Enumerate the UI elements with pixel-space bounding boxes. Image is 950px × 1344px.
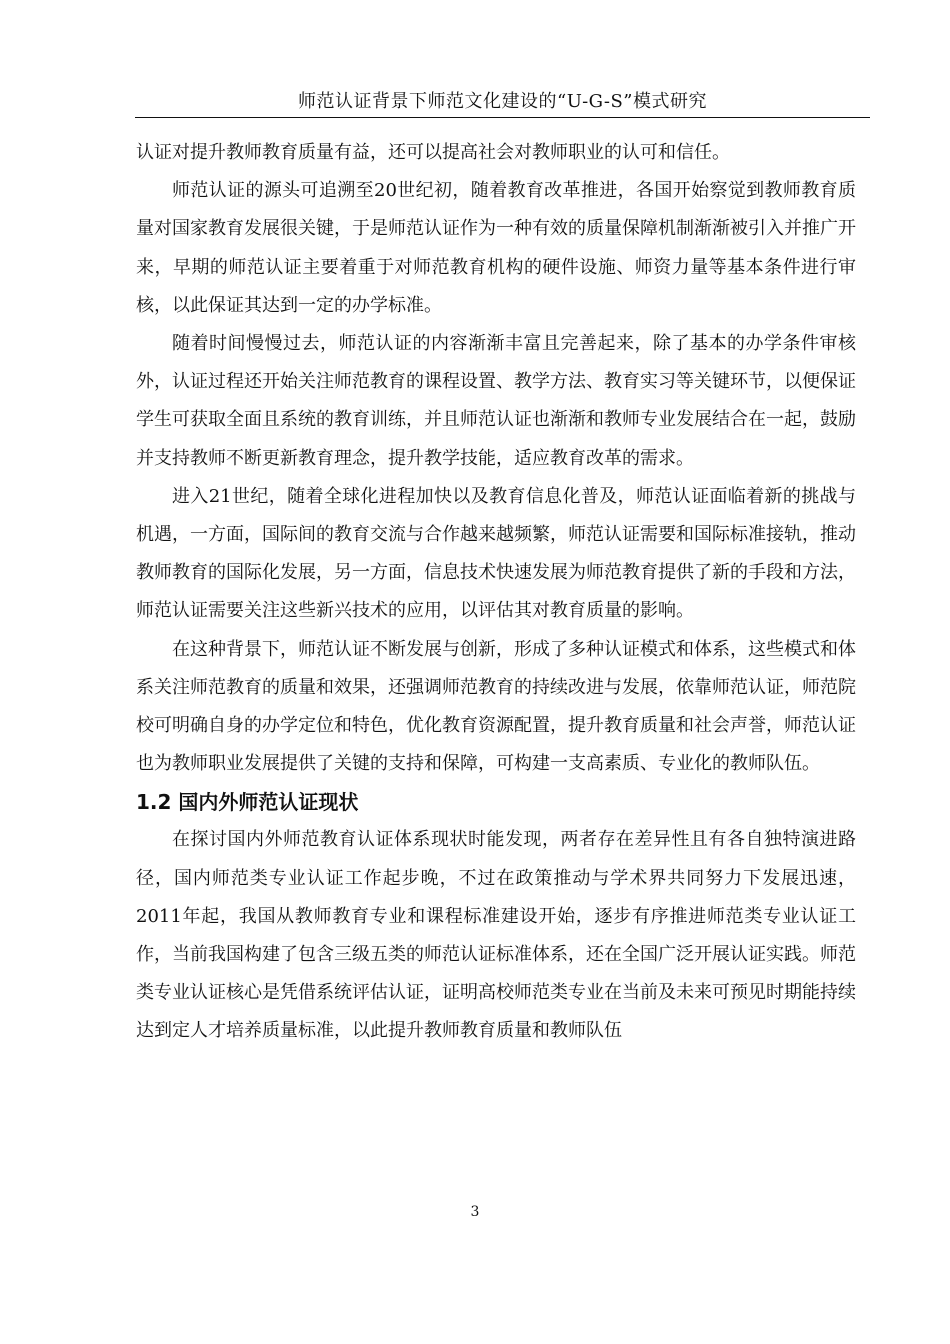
paragraph-continued: 认证对提升教师教育质量有益，还可以提高社会对教师职业的认可和信任。 xyxy=(136,142,730,163)
paragraph-background: 在这种背景下，师范认证不断发展与创新，形成了多种认证模式和体系，这些模式和体系关注师范教育的质量和效果，还强调师范教育的持续改进与发展，依靠师范认证，师范院校可明确自身的办学定位和特色，优化教育资源配置，提升教育质量和社会声誉，师范认证也为教师职业发展提供了关键的支持和保障，可构建一支高素质、专业化的教师队伍。 xyxy=(136,638,856,775)
document-body xyxy=(136,134,856,1051)
header-divider xyxy=(135,117,870,118)
section-heading: 1.2 国内外师范认证现状 xyxy=(136,790,359,815)
paragraph-development: 随着时间慢慢过去，师范认证的内容渐渐丰富且完善起来，除了基本的办学条件审核外，认证过程还开始关注师范教育的课程设置、教学方法、教育实习等关键环节，以便保证学生可获取全面且系统的教育训练，并且师范认证也渐渐和教师专业发展结合在一起，鼓励并支持教师不断更新教育理念，提升教学技能，适应教育改革的需求。 xyxy=(136,333,856,469)
page-number: 3 xyxy=(470,1204,480,1220)
paragraph-origin: 师范认证的源头可追溯至20世纪初，随着教育改革推进，各国开始察觉到教师教育质量对国家教育发展很关键，于是师范认证作为一种有效的质量保障机制渐渐被引入并推广开来，早期的师范认证主要着重于对师范教育机构的硬件设施、师资力量等基本条件进行审核，以此保证其达到一定的办学标准。 xyxy=(136,180,856,316)
paragraph-status: 在探讨国内外师范教育认证体系现状时能发现，两者存在差异性且有各自独特演进路径，国内师范类专业认证工作起步晚，不过在政策推动与学术界共同努力下发展迅速，2011年起，我国从教师教育专业和课程标准建设开始，逐步有序推进师范类专业认证工作，当前我国构建了包含三级五类的师范认证标准体系，还在全国广泛开展认证实践。师范类专业认证核心是凭借系统评估认证，证明高校师范类专业在当前及未来可预见时期能持续达到定人才培养质量标准，以此提升教师教育质量和教师队伍 xyxy=(136,829,856,1042)
paragraph-21st-century: 进入21世纪，随着全球化进程加快以及教育信息化普及，师范认证面临着新的挑战与机遇，一方面，国际间的教育交流与合作越来越频繁，师范认证需要和国际标准接轨，推动教师教育的国际化发展，另一方面，信息技术快速发展为师范教育提供了新的手段和方法，师范认证需要关注这些新兴技术的应用，以评估其对教育质量的影响。 xyxy=(136,485,856,622)
running-header-title: 师范认证背景下师范文化建设的“U-G-S”模式研究 xyxy=(298,91,707,112)
